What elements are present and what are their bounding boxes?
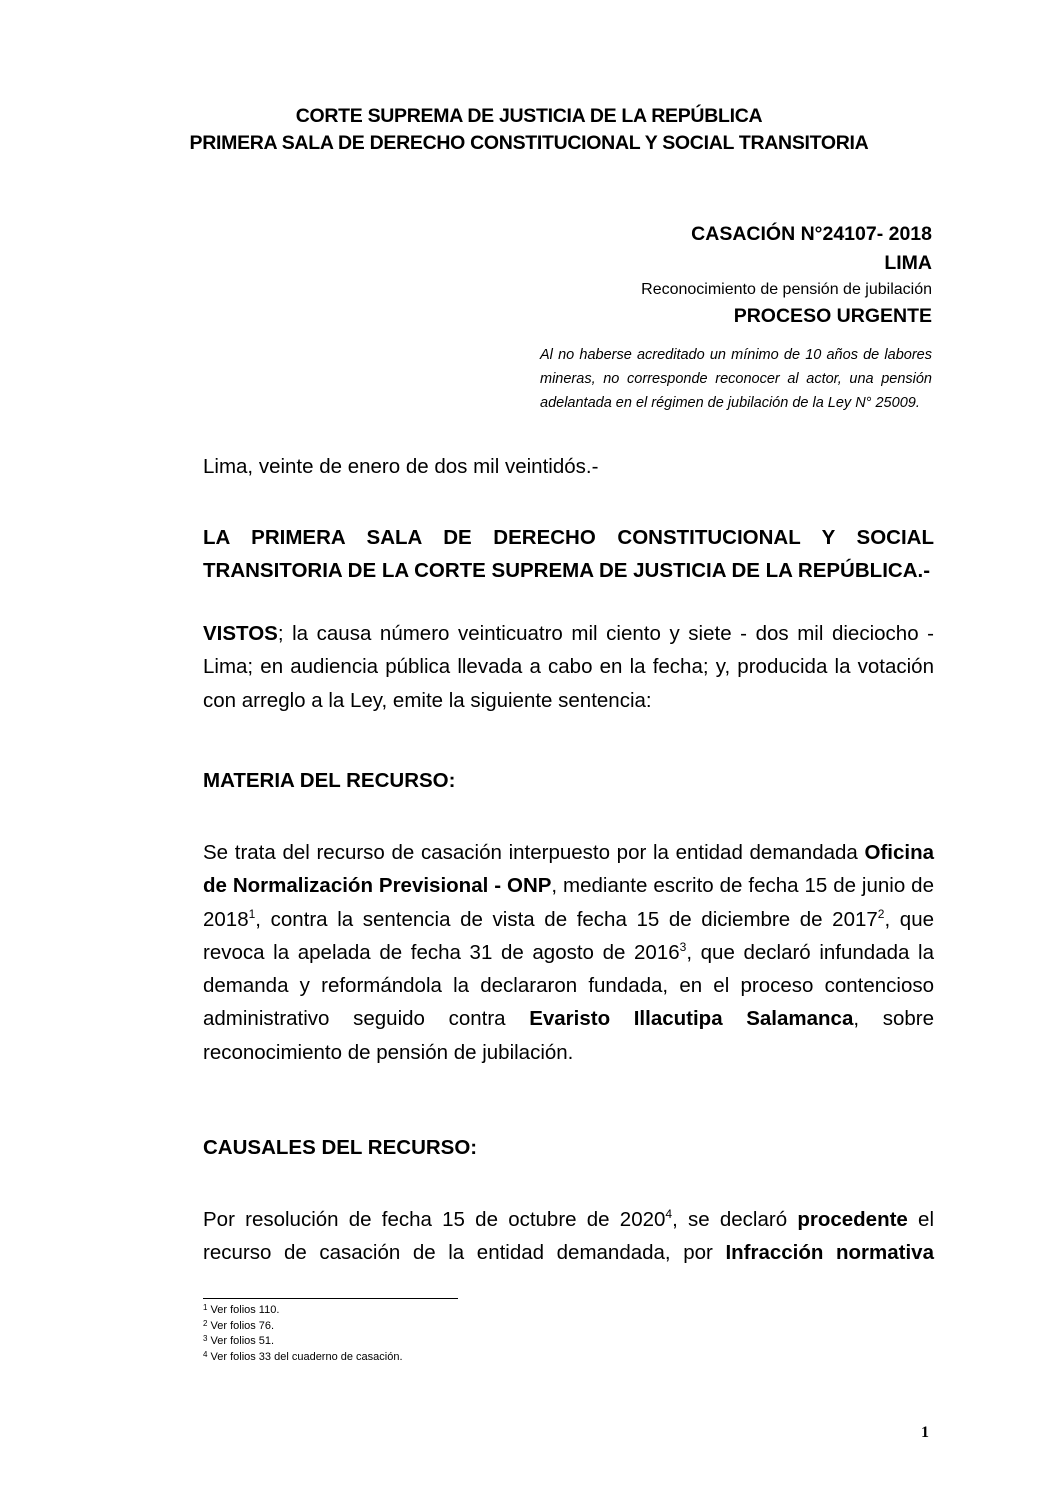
footnotes bbox=[203, 1303, 403, 1365]
case-info bbox=[641, 220, 932, 331]
footnote-text: Ver folios 51. bbox=[207, 1335, 275, 1347]
court-title-line-1: LA PRIMERA SALA DE DERECHO CONSTITUCIONAL Y SOCIAL bbox=[203, 526, 934, 549]
materia-text: , que revoca la apelada de fecha 31 de agosto de 2016 bbox=[203, 907, 934, 964]
footnote-number: 3 bbox=[203, 1334, 208, 1343]
date-line: Lima, veinte de enero de dos mil veintidós.- bbox=[203, 455, 599, 478]
causales-text: , se declaró bbox=[672, 1208, 798, 1231]
footnote-ref-2: 2 bbox=[877, 906, 885, 921]
court-header-line-2: PRIMERA SALA DE DERECHO CONSTITUCIONAL Y SOCIAL TRANSITORIA bbox=[189, 132, 869, 154]
footnote-2 bbox=[203, 1319, 403, 1335]
materia-text: Se trata del recurso de casación interpuesto por la entidad demandada bbox=[203, 841, 865, 864]
footnote-text: Ver folios 110. bbox=[207, 1304, 280, 1316]
footnote-ref-3: 3 bbox=[679, 939, 687, 954]
case-number: CASACIÓN N°24107- 2018 bbox=[691, 223, 932, 245]
materia-heading: MATERIA DEL RECURSO: bbox=[203, 769, 456, 792]
footnote-number: 4 bbox=[203, 1349, 208, 1359]
materia-text: , contra la sentencia de vista de fecha 15 de diciembre de 2017 bbox=[255, 907, 878, 931]
infraccion-term: Infracción normativa bbox=[725, 1241, 934, 1265]
materia-text: , que declaró infundada la demanda y reformándola la declararon fundada, en el proceso contencioso administrativo seguido contra bbox=[203, 940, 934, 1031]
causales-paragraph bbox=[203, 1203, 934, 1270]
footnote-separator bbox=[203, 1298, 458, 1299]
footnote-number: 2 bbox=[203, 1318, 208, 1328]
case-matter: Reconocimiento de pensión de jubilación bbox=[641, 281, 932, 298]
case-process: PROCESO URGENTE bbox=[733, 305, 932, 327]
plaintiff-name: Evaristo Illacutipa Salamanca bbox=[529, 1007, 854, 1031]
materia-paragraph bbox=[203, 836, 934, 1069]
causales-text: Por resolución de fecha 15 de octubre de 2020 bbox=[203, 1208, 666, 1231]
case-city: LIMA bbox=[884, 252, 932, 274]
page-number: 1 bbox=[921, 1424, 929, 1441]
footnote-number: 1 bbox=[203, 1303, 208, 1312]
footnote-3 bbox=[203, 1334, 403, 1350]
court-title-line-2: TRANSITORIA DE LA CORTE SUPREMA DE JUSTICIA DE LA REPÚBLICA.- bbox=[203, 559, 931, 583]
vistos-paragraph bbox=[203, 617, 934, 717]
court-title bbox=[203, 521, 934, 588]
vistos-label: VISTOS bbox=[203, 622, 278, 645]
causales-text: el recurso de casación de la entidad demandada, por bbox=[203, 1208, 934, 1265]
footnote-4 bbox=[203, 1350, 403, 1366]
defendant-entity: Oficina de Normalización Previsional - ONP bbox=[203, 841, 934, 898]
causales-heading: CAUSALES DEL RECURSO: bbox=[203, 1136, 478, 1159]
court-header bbox=[120, 103, 938, 157]
materia-text: , sobre reconocimiento de pensión de jubilación. bbox=[203, 1007, 934, 1064]
procedente-term: procedente bbox=[797, 1208, 908, 1231]
footnote-ref-1: 1 bbox=[248, 906, 256, 921]
court-header-line-1: CORTE SUPREMA DE JUSTICIA DE LA REPÚBLICA bbox=[295, 105, 763, 127]
materia-text: , mediante escrito de fecha 15 de junio de 2018 bbox=[203, 874, 934, 931]
footnote-text: Ver folios 76. bbox=[207, 1319, 275, 1332]
footnote-text: Ver folios 33 del cuaderno de casación. bbox=[207, 1350, 403, 1363]
vistos-text: ; la causa número veinticuatro mil ciento y siete - dos mil dieciocho - Lima; en audiencia pública llevada a cabo en la fecha; y, producida la votación con arreglo a la Ley, emite la siguiente sentencia: bbox=[203, 622, 934, 712]
footnote-1 bbox=[203, 1303, 403, 1319]
case-summary: Al no haberse acreditado un mínimo de 10 años de labores mineras, no corresponde reconocer al actor, una pensión adelantada en el régimen de jubilación de la Ley N° 25009. bbox=[540, 347, 932, 411]
footnote-ref-4: 4 bbox=[665, 1207, 673, 1221]
